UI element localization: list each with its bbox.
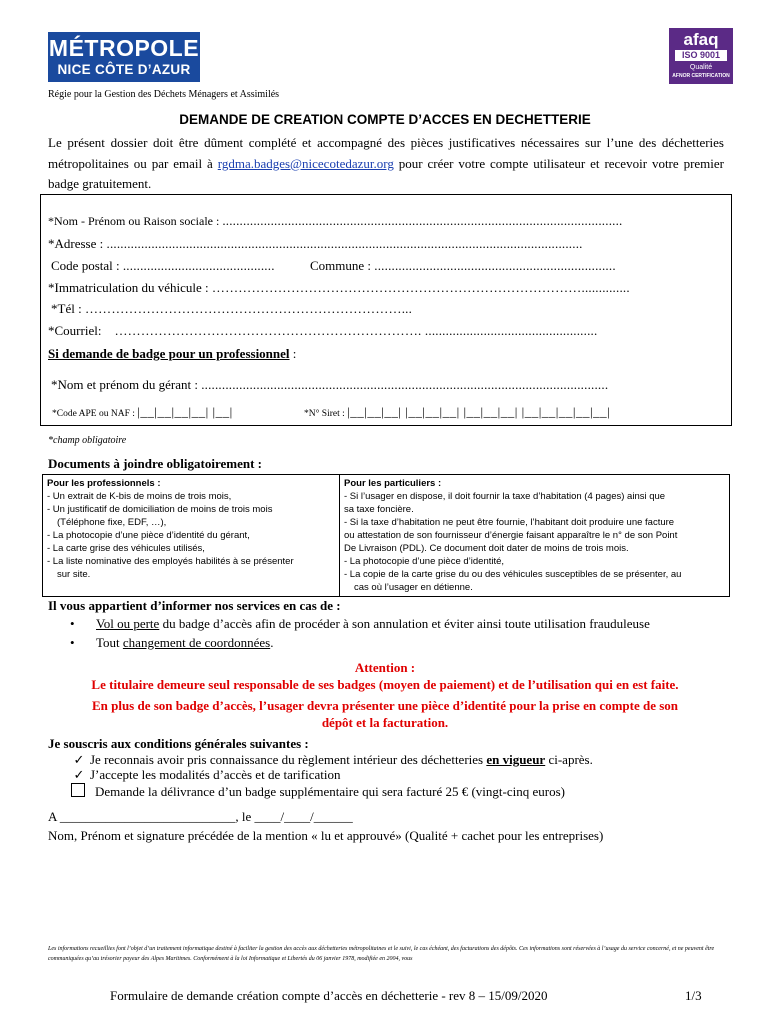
name-field[interactable] — [48, 213, 623, 229]
attention-title: Attention : — [354, 660, 416, 675]
email-link[interactable]: rgdma.badges@nicecotedazur.org — [217, 155, 394, 171]
address-dots[interactable]: .......................................................................................................................................... — [106, 236, 583, 251]
inform-item2-pre: Tout — [96, 635, 123, 650]
manager-field[interactable] — [51, 377, 608, 393]
footer-text: Formulaire de demande création compte d’accès en déchetterie - rev 8 – 15/09/2020 — [110, 988, 548, 1003]
bullet-icon: • — [70, 616, 75, 631]
inform-heading: Il vous appartient d’informer nos services en cas de : — [48, 598, 341, 613]
condition3-text: Demande la délivrance d’un badge supplémentaire qui sera facturé 25 € (vingt-cinq euros) — [95, 784, 565, 799]
documents-heading: Documents à joindre obligatoirement : — [48, 456, 262, 471]
logo-line2: NICE CÔTE D’AZUR — [57, 62, 191, 78]
documents-part-item: cas où l’usager en détienne. — [354, 582, 473, 593]
cert-org: AFNOR CERTIFICATION — [672, 73, 730, 79]
documents-part-item: - La copie de la carte grise du ou des véhicules susceptibles de se présenter, au — [344, 569, 682, 580]
inform-item2-underlined: changement de coordonnées — [122, 635, 271, 650]
legal-notice: Les informations recueillies font l’objet d’un traitement informatique destiné à faciliter la gestion des accès aux déchetteries métropolitaines et le suivi, le cas échéant, des facturations des dépôts. Ces informations sont réservées à l’usage du service concerné, et ne peuvent être communiquées qu’au trésorier payeur des Alpes Maritimes. Conformément à la loi Informatique et Libertés du 06 janvier 1978, modifiée en 2004, vous — [48, 946, 715, 962]
ape-boxes[interactable]: |__|__|__|__| |__| — [137, 404, 233, 419]
documents-part-item: - Si l’usager en dispose, il doit fournir la taxe d’habitation (4 pages) ainsi que — [344, 491, 666, 502]
commune-field[interactable] — [310, 258, 616, 274]
documents-part-item: De Livraison (PDL). Ce document doit dater de moins de trois mois. — [344, 543, 629, 554]
siret-boxes[interactable]: |__|__|__| |__|__|__| |__|__|__| |__|__|__|__|__| — [347, 404, 611, 419]
bullet-icon: • — [70, 635, 75, 650]
checkmark-icon: ✓ — [73, 767, 85, 782]
email-dots[interactable]: ……………………………………………………………. .................................................. — [114, 323, 598, 338]
commune-dots[interactable]: ...................................................................... — [374, 258, 616, 273]
inform-item2-post: . — [270, 635, 274, 650]
pro-heading-text: Si demande de badge pour un professionnel — [48, 346, 290, 361]
conditions-heading: Je souscris aux conditions générales suivantes : — [48, 736, 309, 751]
siret-field[interactable] — [304, 403, 610, 421]
inform-item1-rest: du badge d’accès afin de procéder à son annulation et éviter ainsi toute utilisation frauduleuse — [159, 616, 650, 631]
afaq-certification-logo — [669, 28, 733, 84]
attention-line1: Le titulaire demeure seul responsable de ses badges (moyen de paiement) et de l’utilisation qui en est faite. — [91, 677, 679, 692]
attention-line3: dépôt et la facturation. — [321, 715, 449, 730]
email-label: *Courriel: — [48, 323, 102, 338]
name-label: *Nom - Prénom ou Raison sociale : — [48, 214, 223, 228]
page-number: 1/3 — [685, 988, 702, 1003]
documents-part-title: Pour les particuliers : — [344, 478, 442, 489]
siret-label: *N° Siret : — [304, 409, 348, 419]
documents-part-cell — [340, 475, 730, 597]
attention-line2: En plus de son badge d’accès, l’usager devra présenter une pièce d’identité pour la prise en compte de son — [91, 698, 679, 713]
documents-pro-item: - La carte grise des véhicules utilisés, — [47, 543, 205, 554]
commune-label: Commune : — [310, 258, 375, 273]
plate-field[interactable] — [48, 280, 630, 296]
logo-line1: MÉTROPOLE — [48, 35, 200, 62]
condition1-post: ci-après. — [545, 752, 593, 767]
postal-dots[interactable]: ............................................ — [122, 258, 275, 273]
condition1-pre: Je reconnais avoir pris connaissance du règlement intérieur des déchetteries — [90, 752, 487, 767]
documents-pro-item: (Téléphone fixe, EDF, …), — [57, 517, 167, 528]
pro-heading — [48, 346, 296, 362]
documents-pro-title: Pour les professionnels : — [47, 478, 161, 489]
cert-quality: Qualité — [689, 64, 713, 71]
documents-table — [42, 474, 730, 597]
manager-label: *Nom et prénom du gérant : — [51, 377, 202, 392]
phone-dots[interactable]: ………………………………………………………………... — [84, 301, 413, 316]
postal-label: Code postal : — [51, 258, 123, 273]
regie-subtitle: Régie pour la Gestion des Déchets Ménagers et Assimilés — [48, 89, 280, 100]
documents-part-item: ou attestation de son fournisseur d’énergie faisant apparaître le n° de son Point — [344, 530, 678, 541]
checkmark-icon: ✓ — [73, 752, 85, 767]
signature-place-date[interactable]: A ___________________________, le ____/____/______ — [48, 809, 353, 824]
intro-text-before: Le présent dossier doit être dûment complété et accompagné des pièces justificatives nécessaires sur l’une des déchetteries métropolitaines ou par email à — [48, 135, 724, 171]
documents-pro-cell — [43, 475, 340, 597]
documents-pro-item: - Un justificatif de domiciliation de moins de trois mois — [47, 504, 273, 515]
manager-dots[interactable]: ...................................................................................................................... — [201, 377, 609, 392]
inform-item-change — [70, 635, 273, 651]
inform-item-lost — [70, 616, 650, 632]
phone-label: *Tél : — [51, 301, 85, 316]
metropole-logo — [48, 32, 200, 82]
pro-heading-colon: : — [289, 346, 297, 361]
condition-extra-badge[interactable] — [68, 783, 565, 800]
postal-field[interactable] — [51, 258, 275, 274]
email-field[interactable] — [48, 323, 597, 339]
address-field[interactable] — [48, 236, 583, 252]
condition2-text: J’accepte les modalités d’accès et de tarification — [90, 767, 341, 782]
documents-pro-item: - La liste nominative des employés habilités à se présenter — [47, 556, 294, 567]
documents-part-item: - Si la taxe d’habitation ne peut être fournie, l’habitant doit produire une facture — [344, 517, 675, 528]
phone-field[interactable] — [51, 301, 412, 317]
condition-tariffs — [68, 767, 341, 783]
name-dots[interactable]: .................................................................................................................... — [222, 213, 623, 228]
ape-field[interactable] — [52, 403, 233, 421]
documents-part-item: sa taxe foncière. — [344, 504, 414, 515]
inform-item1-underlined: Vol ou perte — [96, 616, 160, 631]
intro-paragraph — [48, 133, 724, 195]
documents-pro-item: - Un extrait de K-bis de moins de trois mois, — [47, 491, 232, 502]
required-note: *champ obligatoire — [48, 435, 127, 446]
plate-dots[interactable]: ………………………………………………………………………….............. — [211, 280, 630, 295]
cert-iso: ISO 9001 — [675, 50, 727, 61]
documents-pro-item: sur site. — [57, 569, 91, 580]
signature-mention: Nom, Prénom et signature précédée de la mention « lu et approuvé» (Qualité + cachet pour les entreprises) — [48, 828, 604, 843]
documents-pro-item: - La photocopie d’une pièce d’identité du gérant, — [47, 530, 250, 541]
extra-badge-checkbox[interactable] — [71, 783, 85, 797]
cert-brand: afaq — [683, 30, 719, 49]
documents-part-item: - La photocopie d’une pièce d’identité, — [344, 556, 505, 567]
ape-label: *Code APE ou NAF : — [52, 409, 138, 419]
page-title: DEMANDE DE CREATION COMPTE D’ACCES EN DECHETTERIE — [179, 112, 591, 127]
plate-label: *Immatriculation du véhicule : — [48, 280, 212, 295]
intro-text-after: pour créer votre compte utilisateur et recevoir votre premier badge gratuitement. — [48, 155, 724, 191]
address-label: *Adresse : — [48, 236, 107, 251]
condition-rules — [68, 752, 593, 768]
condition1-underlined: en vigueur — [486, 752, 546, 767]
